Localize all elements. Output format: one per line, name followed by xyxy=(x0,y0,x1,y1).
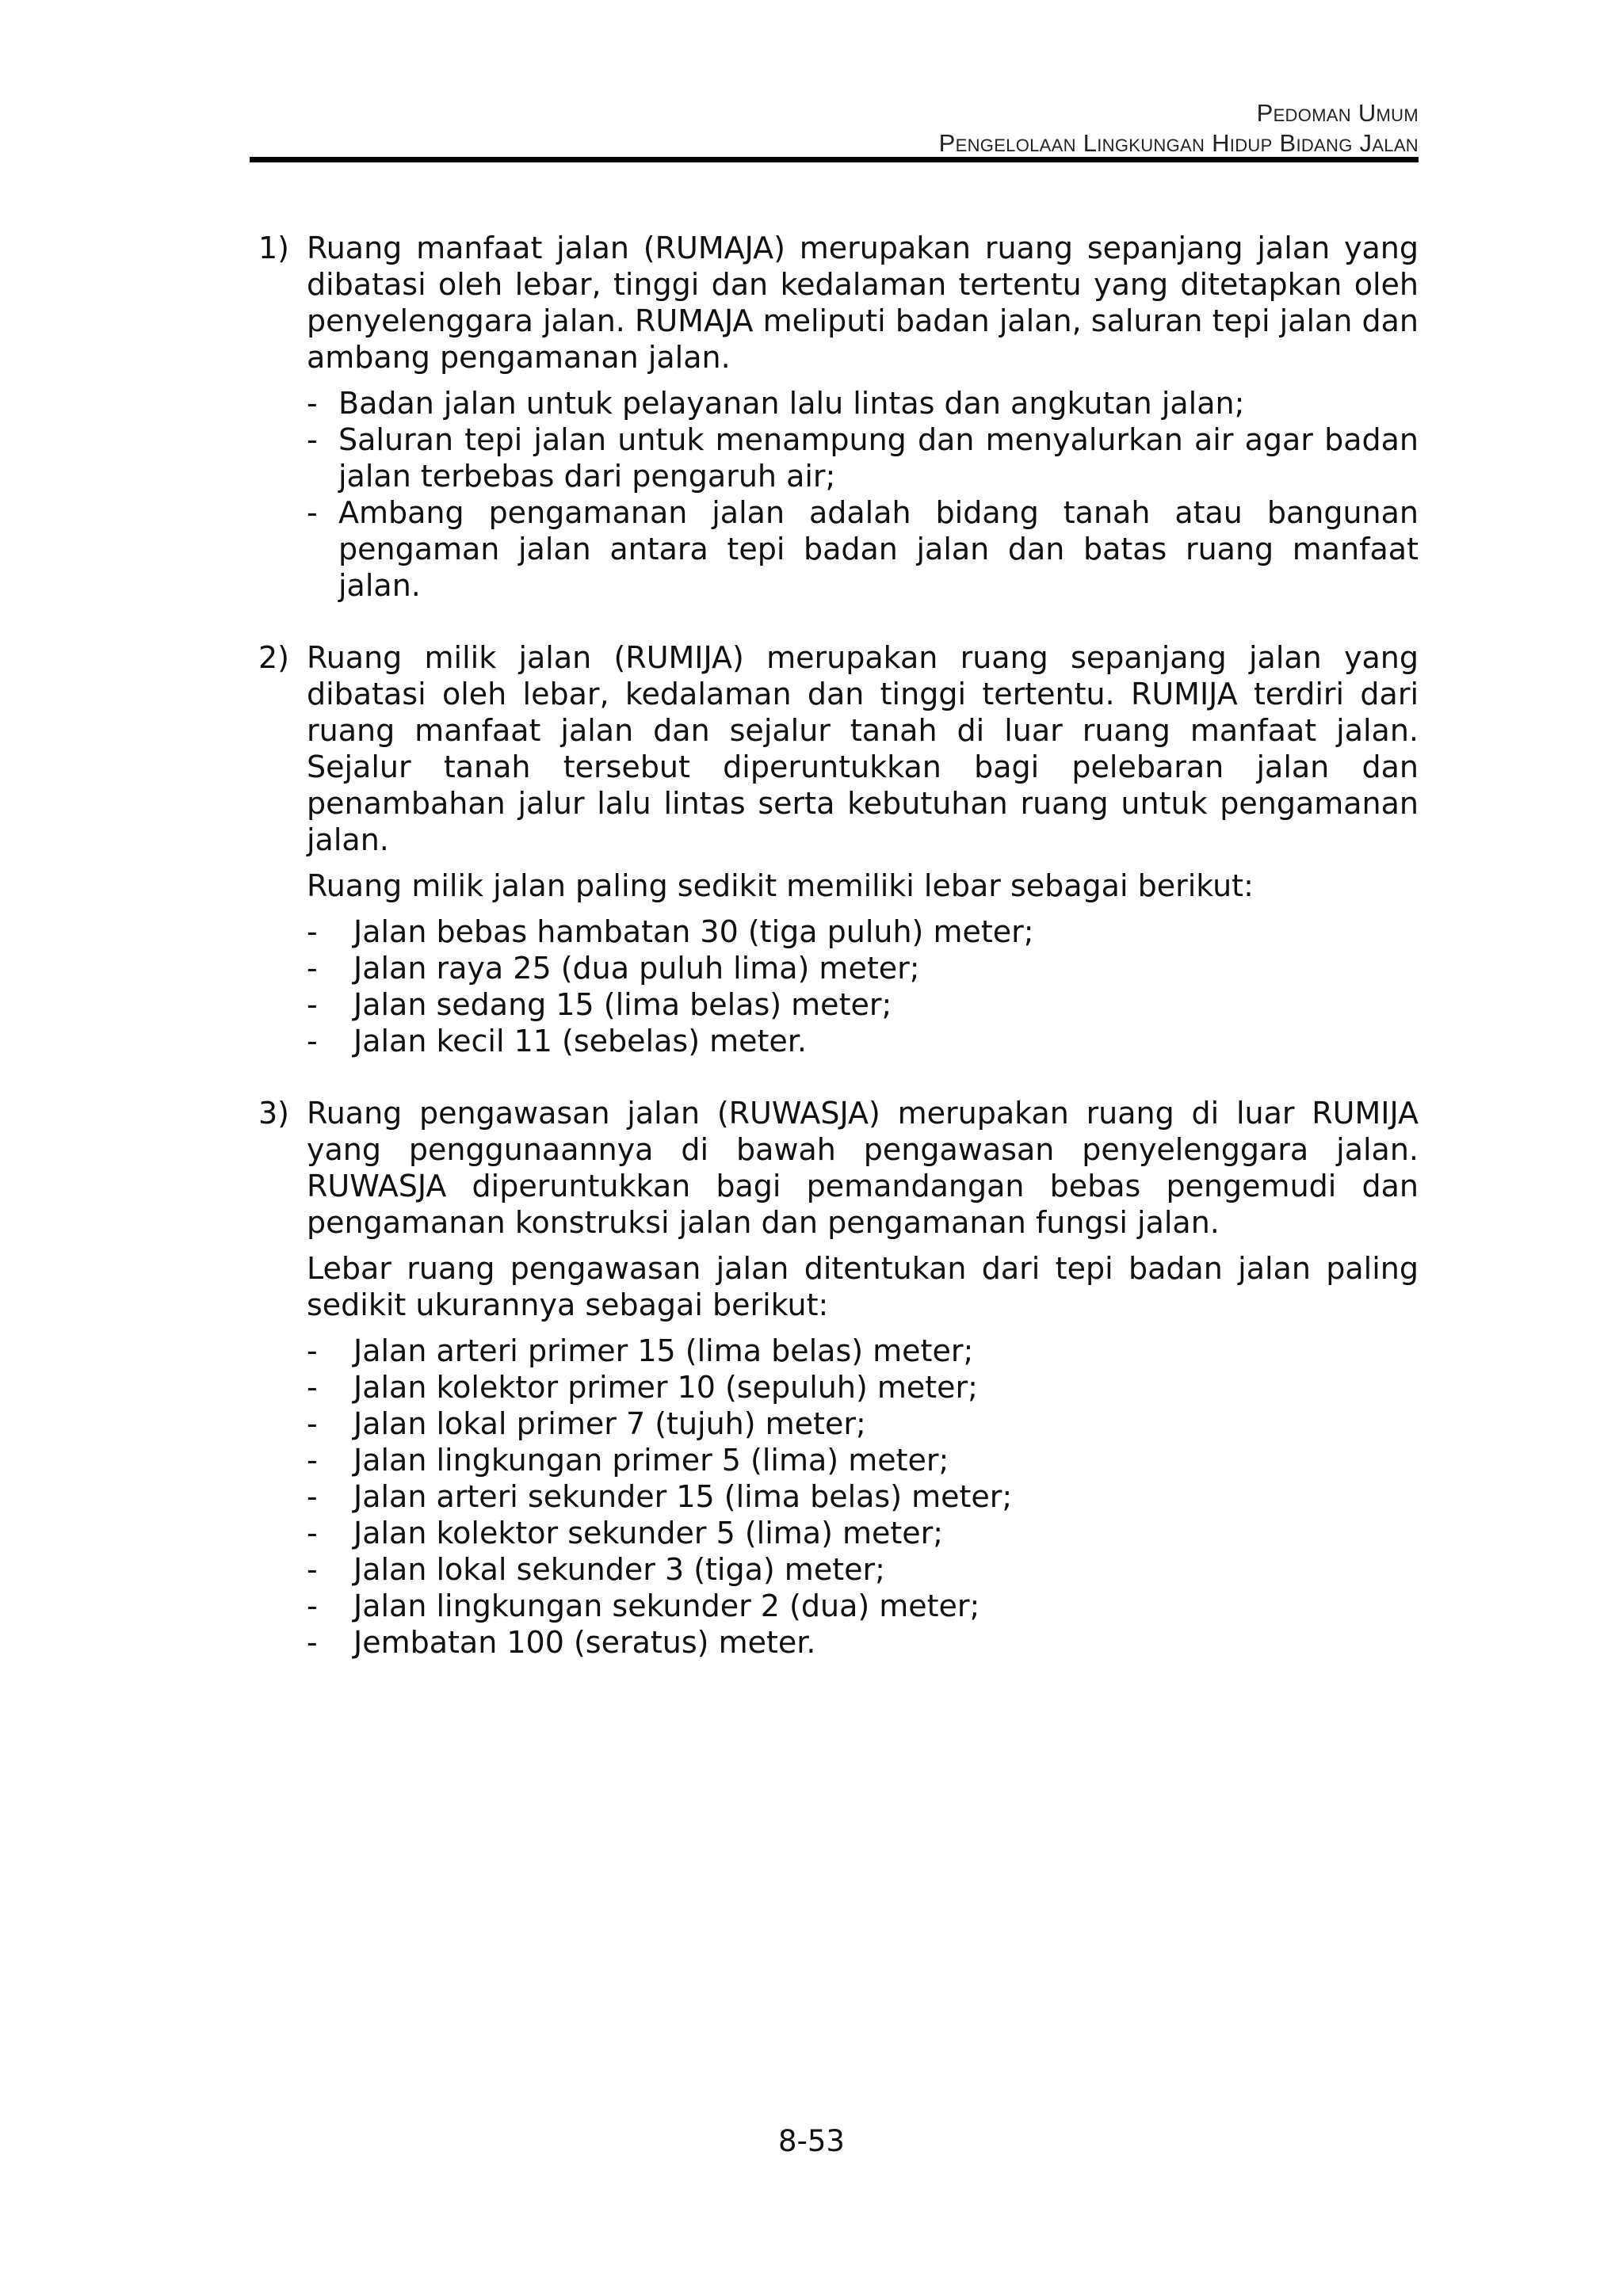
list-item: - Jalan lokal sekunder 3 (tiga) meter; xyxy=(307,1552,885,1587)
numbered-item-2 xyxy=(258,639,1419,1059)
header-subtitle: Pengelolaan Lingkungan Hidup Bidang Jalan xyxy=(938,129,1419,157)
list-item: - Jalan lokal primer 7 (tujuh) meter; xyxy=(307,1406,866,1441)
header-rule xyxy=(250,157,1419,162)
list-item: - Jalan arteri sekunder 15 (lima belas) meter; xyxy=(307,1479,1013,1514)
item-subparagraph: Lebar ruang pengawasan jalan ditentukan dari tepi badan jalan paling sedikit ukurannya sebagai berikut: xyxy=(307,1251,1419,1322)
list-item: - Saluran tepi jalan untuk menampung dan menyalurkan air agar badan jalan terbebas dari pengaruh air; xyxy=(307,422,1419,494)
bullet-list xyxy=(307,913,1419,1059)
list-item: - Ambang pengamanan jalan adalah bidang tanah atau bangunan pengaman jalan antara tepi badan jalan dan batas ruang manfaat jalan. xyxy=(307,495,1419,603)
list-item: - Badan jalan untuk pelayanan lalu lintas dan angkutan jalan; xyxy=(307,386,1245,421)
list-item: - Jembatan 100 (seratus) meter. xyxy=(307,1625,816,1660)
item-number: 1) xyxy=(258,231,290,265)
item-number: 2) xyxy=(258,640,290,675)
numbered-item-1 xyxy=(258,230,1419,604)
list-item: - Jalan sedang 15 (lima belas) meter; xyxy=(307,987,892,1022)
item-paragraph: Ruang manfaat jalan (RUMAJA) merupakan ruang sepanjang jalan yang dibatasi oleh lebar, tinggi dan kedalaman tertentu yang ditetapkan oleh penyelenggara jalan. RUMAJA meliputi badan jalan, saluran tepi jalan dan ambang pengamanan jalan. xyxy=(307,231,1419,375)
list-item: - Jalan kecil 11 (sebelas) meter. xyxy=(307,1024,807,1058)
bullet-list xyxy=(307,1333,1419,1661)
list-item: - Jalan lingkungan primer 5 (lima) meter; xyxy=(307,1443,949,1478)
item-paragraph: Ruang pengawasan jalan (RUWASJA) merupakan ruang di luar RUMIJA yang penggunaannya di bawah pengawasan penyelenggara jalan. RUWASJA diperuntukkan bagi pemandangan bebas pengemudi dan pengamanan konstruksi jalan dan pengamanan fungsi jalan. xyxy=(307,1096,1419,1240)
list-item: - Jalan raya 25 (dua puluh lima) meter; xyxy=(307,951,920,986)
page-number: 8-53 xyxy=(778,2124,845,2158)
page-header xyxy=(250,98,1419,158)
item-paragraph: Ruang milik jalan (RUMIJA) merupakan ruang sepanjang jalan yang dibatasi oleh lebar, kedalaman dan tinggi tertentu. RUMIJA terdiri dari ruang manfaat jalan dan sejalur tanah di luar ruang manfaat jalan. Sejalur tanah tersebut diperuntukkan bagi pelebaran jalan dan penambahan jalur lalu lintas serta kebutuhan ruang untuk pengamanan jalan. xyxy=(307,640,1419,857)
list-item: - Jalan kolektor sekunder 5 (lima) meter; xyxy=(307,1516,944,1550)
numbered-item-3 xyxy=(258,1095,1419,1661)
list-item: - Jalan bebas hambatan 30 (tiga puluh) meter; xyxy=(307,914,1034,949)
list-item: - Jalan lingkungan sekunder 2 (dua) meter; xyxy=(307,1589,980,1623)
list-item: - Jalan arteri primer 15 (lima belas) meter; xyxy=(307,1333,974,1368)
bullet-list xyxy=(307,385,1419,604)
list-item: - Jalan kolektor primer 10 (sepuluh) meter; xyxy=(307,1370,978,1405)
item-number: 3) xyxy=(258,1096,290,1131)
header-title: Pedoman Umum xyxy=(1256,99,1419,127)
item-subparagraph: Ruang milik jalan paling sedikit memiliki lebar sebagai berikut: xyxy=(307,868,1254,903)
document-body xyxy=(258,230,1419,1696)
